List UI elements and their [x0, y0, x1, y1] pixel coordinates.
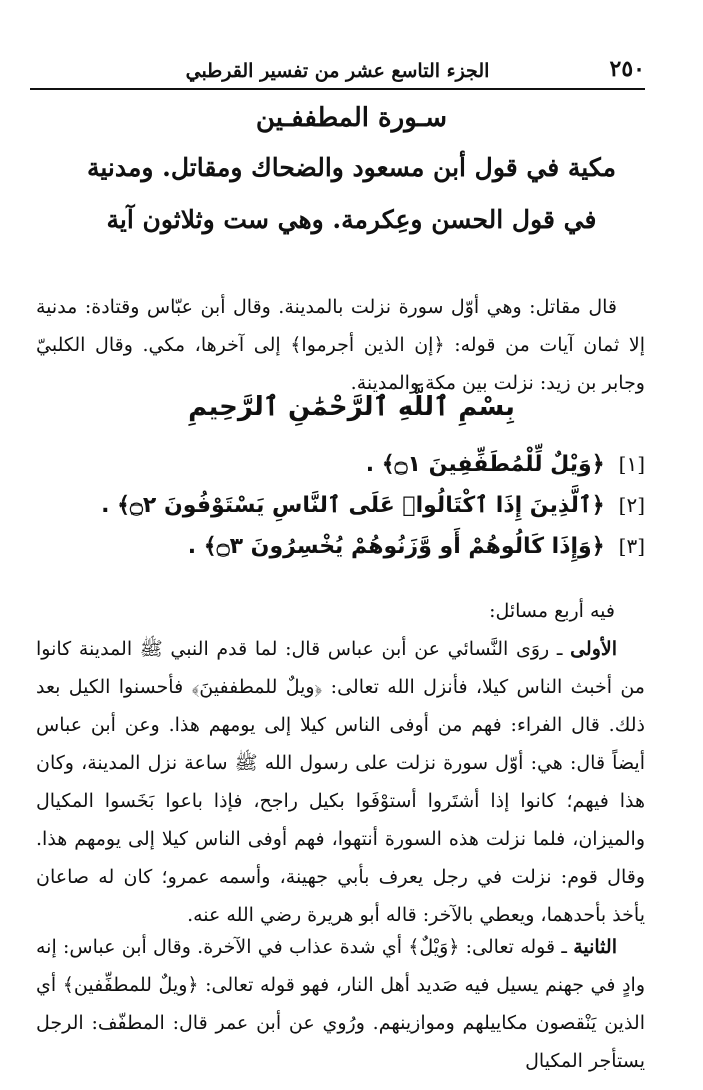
issue-label: الأولى: [570, 638, 617, 660]
verse-2: [36, 493, 645, 534]
verse-number: [٢]: [618, 493, 645, 517]
issue-label: الثانية: [573, 936, 617, 958]
intro-paragraph: [36, 288, 645, 402]
page-header: [30, 50, 645, 90]
verse-3: [36, 534, 645, 575]
issue-text: ـ روَى النَّسائي عن أبن عباس قال: لما قدم النبي ﷺ المدينة كانوا من أخبث الناس كيلا، فأنزل الله تعالى: ﴿ويلٌ للمطففينَ﴾ فأحسنوا الكيل بعد ذلك. قال الفراء: فهم من أوفى الناس كيلا إلى يومهم هذا. وعن أبن عباس أيضاً قال: هي: أوّل سورة نزلت على رسول الله ﷺ ساعة نزل المدينة، وكان هذا فيهم؛ كانوا إذا أشتَروا أستوْفَوا بكيل راجح، فإذا باعوا بَخَسوا المكيال والميزان، فلما نزلت هذه السورة أنتهوا، فهم أوفى الناس كيلا إلى يومهم هذا. وقال قوم: نزلت في رجل يعرف بأبي جهينة، وأسمه عمرو؛ كان له صاعان يأخذ بأحدهما، ويعطي بالآخر: قاله أبو هريرة رضي الله عنه.: [36, 638, 645, 926]
verse-text: ﴿وَيْلٌ لِّلْمُطَفِّفِينَ ۝١﴾ .: [365, 452, 605, 477]
verse-number: [١]: [618, 452, 645, 476]
surah-title: سـورة المطففـين: [255, 103, 448, 133]
surah-info: مكية في قول أبن مسعود والضحاك ومقاتل. ومدنية في قول الحسن وعِكرمة. وهي ست وثلاثون آية: [86, 153, 617, 234]
issue-text: ـ قوله تعالى: ﴿وَيْلٌ﴾ أي شدة عذاب في الآخرة. وقال أبن عباس: إنه وادٍ في جهنم يسيل فيه صَديد أهل النار، فهو قوله تعالى: ﴿ويلٌ للمطفِّفين﴾ أي الذين يَنْقصون مكاييلهم وموازينهم. ورُوي عن أبن عمر قال: المطفّف: الرجل يستأجر المكيال: [36, 936, 645, 1072]
verse-1: [36, 452, 645, 493]
issues-intro: فيه أربع مسائل:: [489, 600, 615, 622]
page-number: ٢٥٠: [609, 56, 645, 82]
verses-list: [36, 452, 645, 575]
verse-text: ﴿ٱلَّذِينَ إِذَا ٱكْتَالُوا۟ عَلَى ٱلنَّاسِ يَسْتَوْفُونَ ۝٢﴾ .: [101, 493, 605, 518]
issue-second-paragraph: [36, 928, 645, 1080]
running-title: الجزء التاسع عشر من تفسير القرطبي: [185, 60, 490, 82]
verse-text: ﴿وَإِذَا كَالُوهُمْ أَو وَّزَنُوهُمْ يُخْسِرُونَ ۝٣﴾ .: [187, 534, 605, 559]
issue-second: [36, 928, 645, 1080]
verse-number: [٣]: [618, 534, 645, 558]
basmala: بِسْمِ ٱللَّهِ ٱلرَّحْمَٰنِ ٱلرَّحِيمِ: [188, 392, 515, 422]
issue-first: [36, 630, 645, 934]
issue-first-paragraph: [36, 630, 645, 934]
intro-text: قال مقاتل: وهي أوّل سورة نزلت بالمدينة. وقال أبن عبّاس وقتادة: مدنية إلا ثمان آيات من قوله: ﴿إن الذين أجرموا﴾ إلى آخرها، مكي. وقال الكلبيّ وجابر بن زيد: نزلت بين مكة والمدينة.: [36, 296, 645, 394]
